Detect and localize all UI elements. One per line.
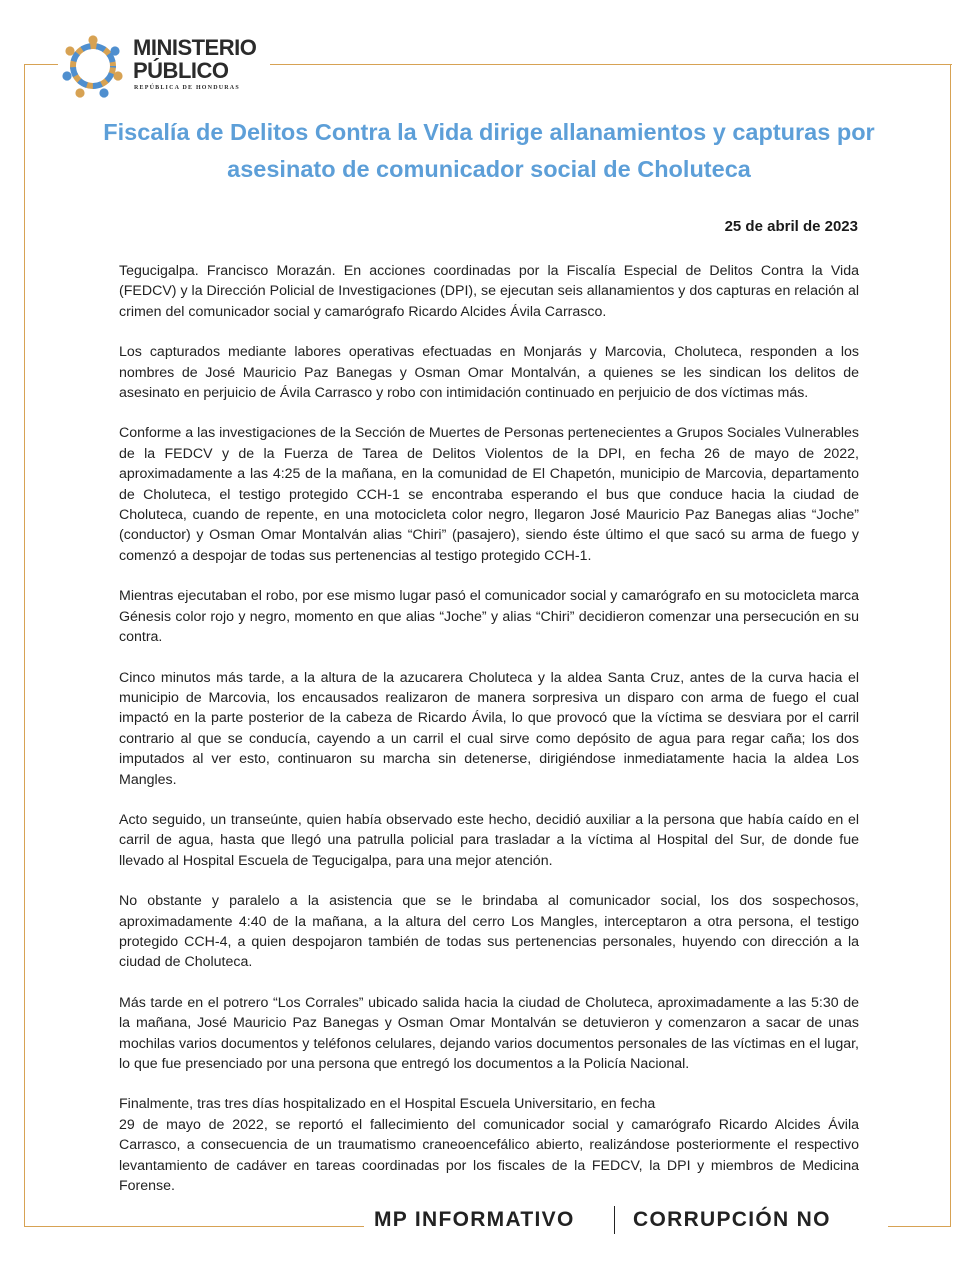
article-body xyxy=(119,261,859,1216)
frame-line-right xyxy=(950,64,951,1227)
frame-line-bottom-left xyxy=(24,1226,364,1227)
logo-subtitle: REPÚBLICA DE HONDURAS xyxy=(134,85,240,91)
footer-corrupcion-no: CORRUPCIÓN NO xyxy=(633,1208,831,1231)
logo-word-publico: PÚBLICO xyxy=(133,58,229,83)
paragraph: Conforme a las investigaciones de la Sección de Muertes de Personas pertenecientes a Grupos Sociales Vulnerables de la FEDCV y de la Fuerza de Tarea de Delitos Violentos de la DPI, en fecha 26 de mayo de 2022, aproximadamente a las 4:25 de la mañana, en la comunidad de El Chapetón, municipio de Marcovia, departamento de Choluteca, el testigo protegido CCH-1 se encontraba esperando el bus que conduce hacia la ciudad de Choluteca, cuando de repente, en una motocicleta color negro, llegaron José Mauricio Paz Banegas alias “Joche” (conductor) y Osman Omar Montalván alias “Chiri” (pasajero), siendo éste último el que sacó su arma de fuego y comenzó a despojar de todas sus pertenencias al testigo protegido CCH-1. xyxy=(119,425,860,564)
frame-line-left xyxy=(24,64,25,1227)
paragraph-final-line1: Finalmente, tras tres días hospitalizado en el Hospital Escuela Universitario, en fecha xyxy=(119,1096,656,1113)
logo-word-ministerio: MINISTERIO xyxy=(133,35,257,60)
paragraph: Mientras ejecutaban el robo, por ese mismo lugar pasó el comunicador social y camarógrafo en su motocicleta marca Génesis color rojo y negro, momento en que alias “Joche” y alias “Chiri” decidieron comenzar una persecución en su contra. xyxy=(119,588,859,646)
paragraph: No obstante y paralelo a la asistencia que se le brindaba al comunicador social, los dos sospechosos, aproximadamente 4:40 de la mañana, a la altura del cerro Los Mangles, interceptaron a otra persona, el testigo protegido CCH-4, a quien despojaron también de todas sus pertenencias personales, huyendo con dirección a la ciudad de Choluteca. xyxy=(119,893,859,971)
people-circle-logo-icon xyxy=(60,34,126,98)
footer-slogan xyxy=(374,1206,878,1236)
frame-line-top-right xyxy=(270,64,952,65)
frame-line-top-left xyxy=(24,64,58,65)
paragraph: Los capturados mediante labores operativas efectuadas en Monjarás y Marcovia, Choluteca, responden a los nombres de José Mauricio Paz Banegas y Osman Omar Montalván, a quienes se les sindican los delitos de asesinato en perjuicio de Ávila Carrasco y robo con intimidación continuado en perjuicio de dos víctimas más. xyxy=(119,344,859,402)
paragraph-final xyxy=(119,1094,859,1196)
ministerio-publico-logo xyxy=(60,34,270,98)
footer-divider xyxy=(614,1206,615,1234)
article-title: Fiscalía de Delitos Contra la Vida dirige allanamientos y capturas por asesinato de comunicador social de Choluteca xyxy=(103,119,875,182)
paragraph: Cinco minutos más tarde, a la altura de la azucarera Choluteca y la aldea Santa Cruz, antes de la curva hacia el municipio de Marcovia, los encausados realizaron de manera sorpresiva un disparo con arma de fuego el cual impactó en la parte posterior de la cabeza de Ricardo Ávila, lo que provocó que la víctima se desviara por el carril contrario al que se conducía, cayendo a un carril el cual sirve como depósito de agua para regar caña; los dos imputados al ver esto, continuaron su marcha sin detenerse, dirigiéndose inmediatamente hacia la aldea Los Mangles. xyxy=(119,669,859,788)
paragraph-final-rest: 29 de mayo de 2022, se reportó el fallecimiento del comunicador social y camarógrafo Ricardo Alcides Ávila Carrasco, a consecuencia de un traumatismo craneoencefálico abierto, realizándose posteriormente el respectivo levantamiento de cadáver en tareas coordinadas por los fiscales de la FEDCV, la DPI y miembros de Medicina Forense. xyxy=(119,1116,859,1195)
frame-line-bottom-right xyxy=(888,1226,951,1227)
paragraph: Acto seguido, un transeúnte, quien había observado este hecho, decidió auxiliar a la persona que había caído en el carril de agua, hasta que llegó una patrulla policial para trasladar a la víctima al Hospital del Sur, de donde fue llevado al Hospital Escuela de Tegucigalpa, para una mejor atención. xyxy=(119,811,859,869)
paragraph: Más tarde en el potrero “Los Corrales” ubicado salida hacia la ciudad de Choluteca, aproximadamente a las 5:30 de la mañana, José Mauricio Paz Banegas y Osman Omar Montalván se detuvieron y comenzaron a sacar de unas mochilas varios documentos y teléfonos celulares, dejando varios documentos personales de las víctimas en el lugar, lo que fue presenciado por una persona que entregó los documentos a la Policía Nacional. xyxy=(119,994,859,1072)
footer-mp-informativo: MP INFORMATIVO xyxy=(374,1208,575,1231)
paragraph: Tegucigalpa. Francisco Morazán. En acciones coordinadas por la Fiscalía Especial de Delitos Contra la Vida (FEDCV) y la Dirección Policial de Investigaciones (DPI), se ejecutan seis allanamientos y dos capturas en relación al crimen del comunicador social y camarógrafo Ricardo Alcides Ávila Carrasco. xyxy=(119,263,859,320)
article-date: 25 de abril de 2023 xyxy=(724,218,858,235)
